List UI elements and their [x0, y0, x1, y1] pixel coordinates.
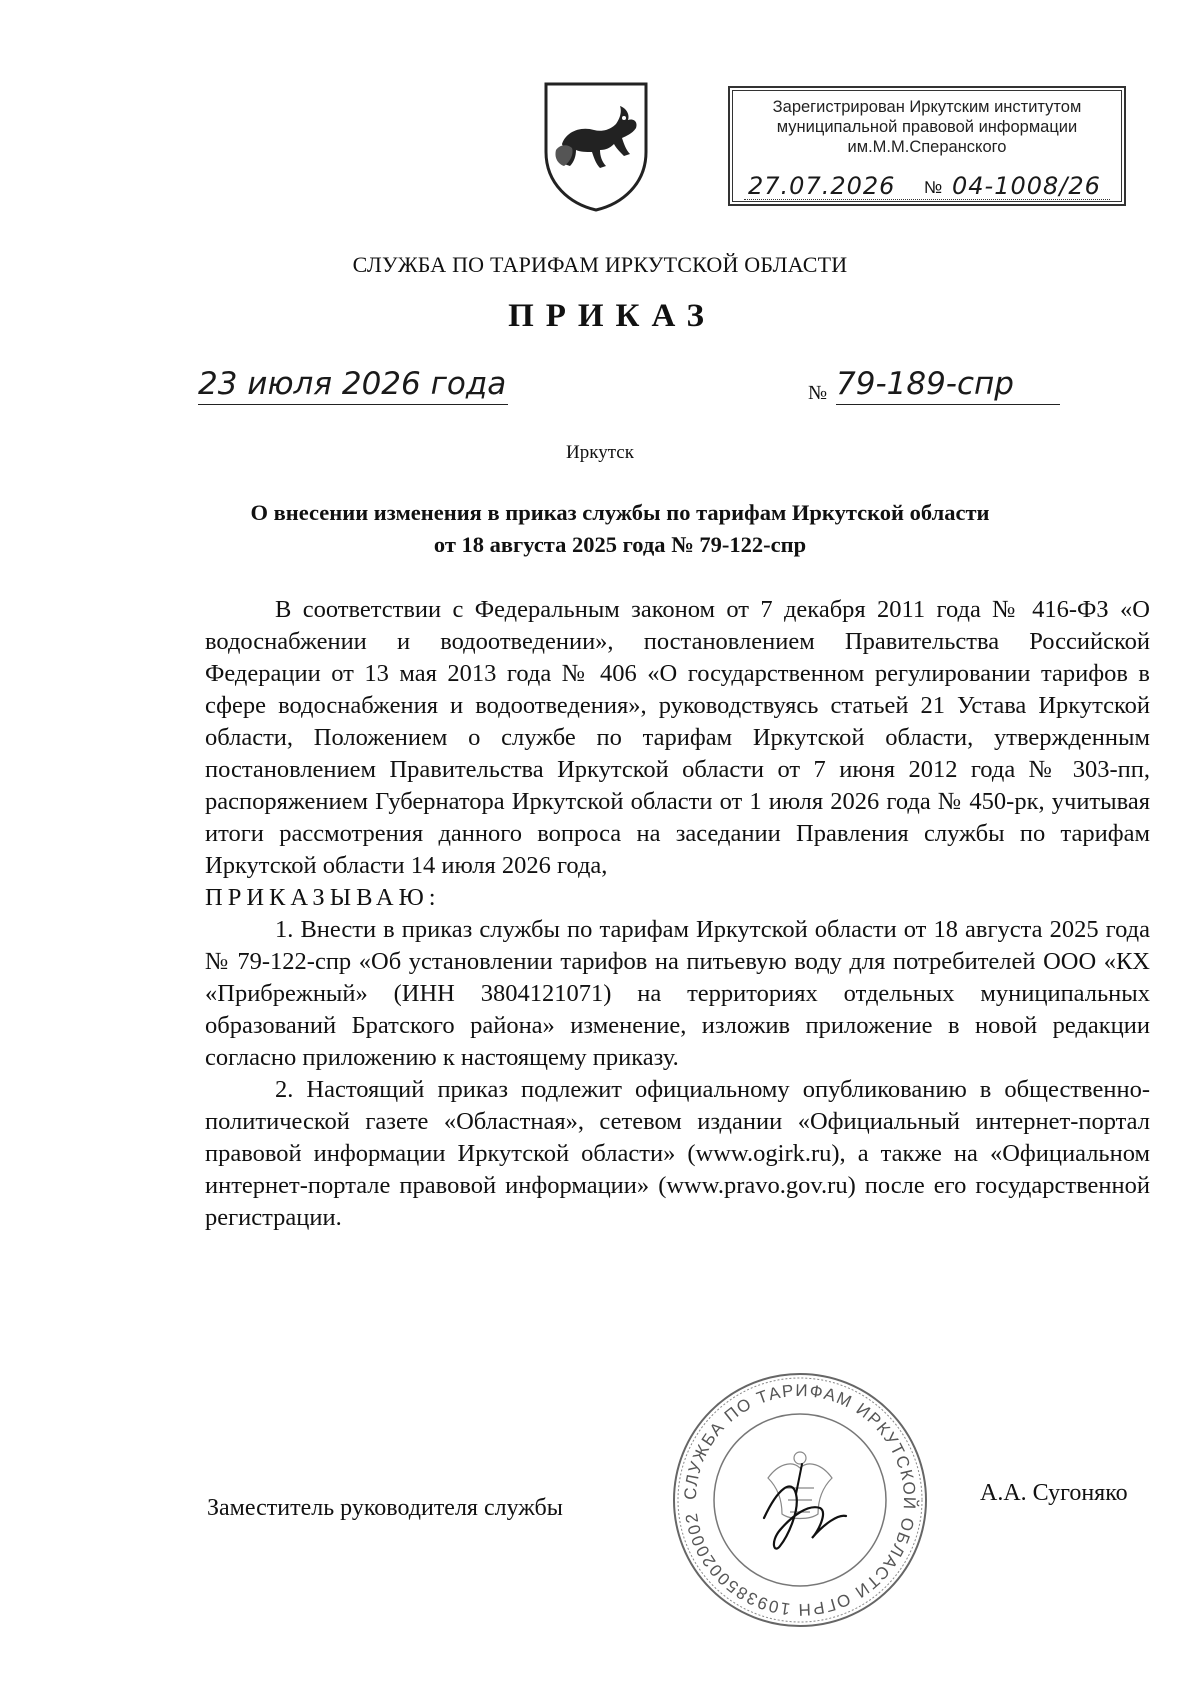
official-seal-icon	[668, 1368, 932, 1632]
document-type: ПРИКАЗ	[508, 298, 716, 334]
registration-stamp	[728, 86, 1126, 206]
order-number-sign: №	[808, 382, 828, 404]
registration-stamp-line-2: муниципальной правовой информации	[776, 118, 1078, 136]
order-item-2: 2. Настоящий приказ подлежит официальному опубликованию в общественно-политической газете «Областная», сетевом издании «Официальный интернет-портал правовой информации Иркутской области» (www.ogirk.ru), а также на «Официальном интернет-портале правовой информации» (www.pravo.gov.ru) после его государственной регистрации.	[205, 1076, 1150, 1231]
registration-number-sign: №	[924, 178, 943, 197]
order-number-underline	[836, 404, 1060, 405]
registration-stamp-entry	[740, 172, 1114, 202]
registration-underline	[744, 199, 1110, 200]
order-number: 79-189-спр	[836, 366, 1014, 402]
seal-outer-text: СЛУЖБА ПО ТАРИФАМ ИРКУТСКОЙ ОБЛАСТИ ОГРН 1093850020002	[680, 1380, 920, 1620]
registration-stamp-line-1: Зарегистрирован Иркутским институтом	[772, 98, 1082, 116]
registration-date: 27.07.2026	[748, 172, 896, 200]
registration-stamp-line-3: им.М.М.Сперанского	[847, 138, 1007, 156]
order-item-1: 1. Внести в приказ службы по тарифам Иркутской области от 18 августа 2025 года № 79-122-спр «Об установлении тарифов на питьевую воду для потребителей ООО «КХ «Прибрежный» (ИНН 3804121071) на территориях отдельных муниципальных образований Братского района» изменение, изложив приложение в новой редакции согласно приложению к настоящему приказу.	[205, 916, 1150, 1071]
order-date: 23 июля 2026 года	[198, 366, 507, 402]
signer-name: А.А. Сугоняко	[980, 1480, 1128, 1506]
city: Иркутск	[566, 442, 634, 463]
preamble-paragraph: В соответствии с Федеральным законом от 7 декабря 2011 года № 416-ФЗ «О водоснабжении и водоотведении», постановлением Правительства Российской Федерации от 13 мая 2013 года № 406 «О государственном регулировании тарифов в сфере водоснабжения и водоотведения», руководствуясь статьей 21 Устава Иркутской области, Положением о службе по тарифам Иркутской области, утвержденным постановлением Правительства Иркутской области от 7 июня 2012 года № 303-пп, распоряжением Губернатора Иркутской области от 1 июля 2026 года № 450-рк, учитывая итоги рассмотрения данного вопроса на заседании Правления службы по тарифам Иркутской области 14 июля 2026 года,	[205, 596, 1150, 879]
document-title	[180, 497, 1060, 561]
orders-word: ПРИКАЗЫВАЮ:	[205, 884, 441, 911]
coat-of-arms-icon	[540, 78, 652, 214]
document-title-line-1: О внесении изменения в приказ службы по тарифам Иркутской области	[250, 500, 990, 525]
document-body	[205, 594, 1150, 1234]
signer-role: Заместитель руководителя службы	[207, 1495, 563, 1521]
document-title-line-2: от 18 августа 2025 года № 79-122-спр	[433, 532, 807, 557]
order-date-underline	[198, 404, 508, 405]
registration-number: 04-1008/26	[952, 172, 1101, 200]
agency-name: СЛУЖБА ПО ТАРИФАМ ИРКУТСКОЙ ОБЛАСТИ	[352, 252, 848, 277]
